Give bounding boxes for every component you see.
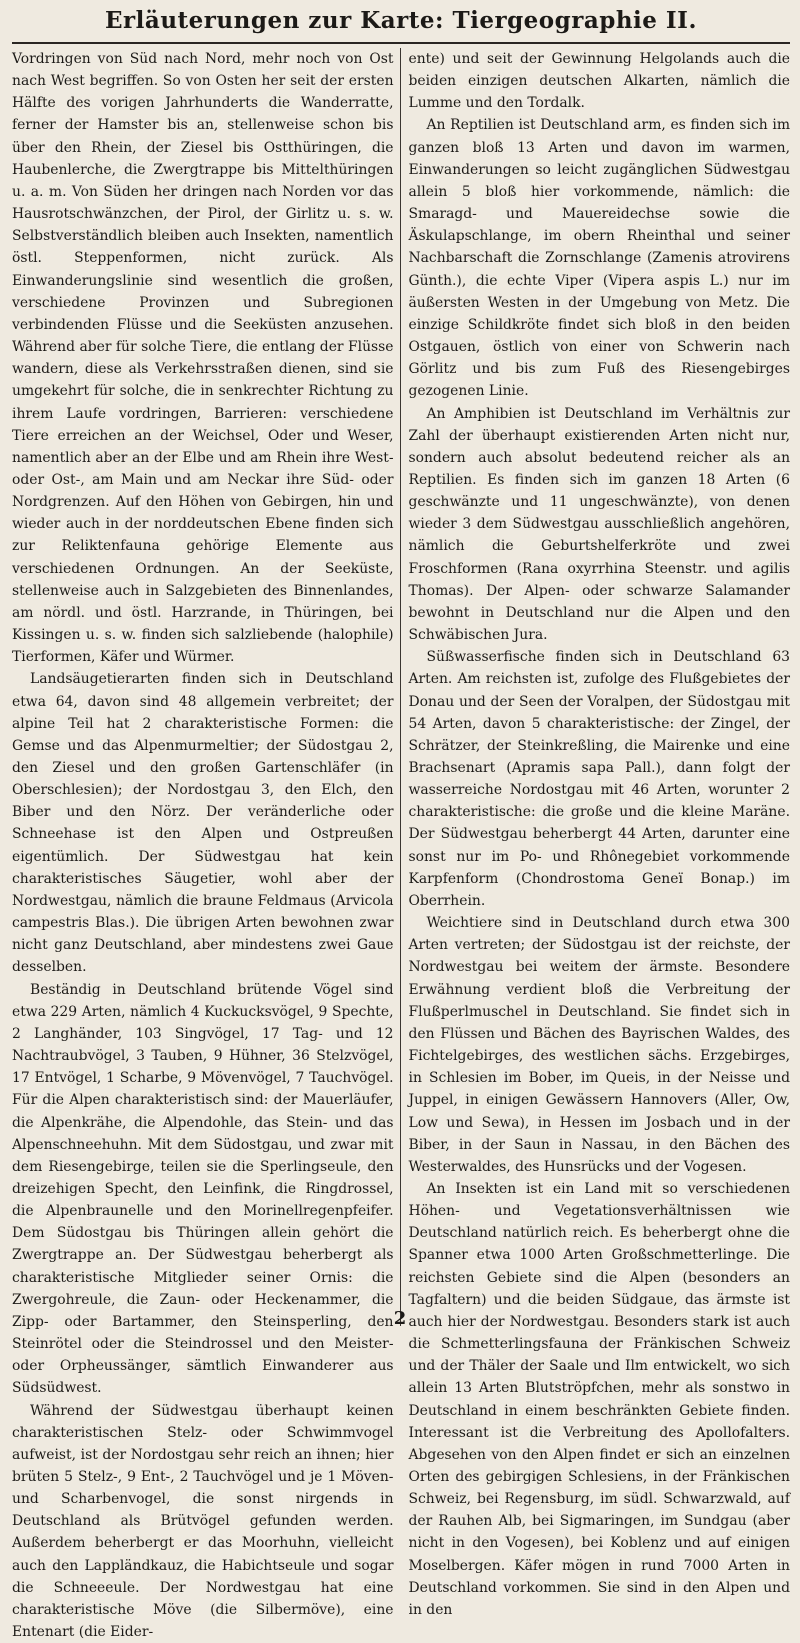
paragraph-right-2: An Reptilien ist Deutschland arm, es finden sich im ganzen bloß 13 Arten und davon im warmen, Einwanderungen so leicht zugänglichen Südwestgau allein 5 bloß hier vorkommende, nämlich: die Smaragd- und Mauereidechse sowie die Äskulapschlange, im obern Rheinthal und seiner Nachbarschaft die Zornschlange (Zamenis atrovirens Günth.), die echte Viper (Vipera aspis L.) nur im äußersten Westen in der Umgebung von Metz. Die einzige Schildkröte findet sich bloß in den beiden Ostgauen, östlich von einer von Schwerin nach Görlitz und bis zum Fuß des Riesengebirges gezogenen Linie. xyxy=(408,117,791,400)
page-number: 2 xyxy=(393,1308,407,1329)
paragraph-right-1: ente) und seit der Gewinnung Helgolands auch die beiden einzigen deutschen Alkarten, nämlich die Lumme und den Tordalk. xyxy=(408,51,791,112)
page-title: Erläuterungen zur Karte: Tiergeographie II. xyxy=(105,7,697,34)
paragraph-right-4: Süßwasserfische finden sich in Deutschland 63 Arten. Am reichsten ist, zufolge des Flußgebietes der Donau und der Seen der Voralpen, der Südostgau mit 54 Arten, davon 5 charakteristische: der Zingel, der Schrätzer, der Steinkreßling, die Mairenke und eine Brachsenart (Apramis sapa Pall.), dann folgt der wasserreiche Nordostgau mit 46 Arten, worunter 2 charakteristische: die große und die kleine Maräne. Der Südwestgau beherbergt 44 Arten, darunter eine sonst nur im Po- und Rhônegebiet vorkommende Karpfenform (Chondrostoma Geneï Bonap.) im Oberrhein. xyxy=(408,649,791,909)
paragraph-left-1: Vordringen von Süd nach Nord, mehr noch von Ost nach West begriffen. So von Osten her seit der ersten Hälfte des vorigen Jahrhunderts die Wanderratte, ferner der Hamster bis an, stellenweise schon bis über den Rhein, der Ziesel bis Ostthüringen, die Haubenlerche, die Zwergtrappe bis Mittelthüringen u. a. m. Von Süden her dringen nach Norden vor das Hausrotschwänzchen, der Pirol, der Girlitz u. s. w. Selbstverständlich bleiben auch Insekten, namentlich östl. Steppenformen, nicht zurück. Als Einwanderungslinie sind wesentlich die großen, verschiedene Provinzen und Subregionen verbindenden Flüsse und die Seeküsten anzusehen. Während aber für solche Tiere, die entlang der Flüsse wandern, diese als Verkehrsstraßen dienen, sind sie umgekehrt für solche, die in senkrechter Richtung zu ihrem Laufe vordringen, Barrieren: verschiedene Tiere erreichen an der Weichsel, Oder und Weser, namentlich aber an der Elbe und am Rhein ihre West- oder Ost-, am Main und am Neckar ihre Süd- oder Nordgrenzen. Auf den Höhen von Gebirgen, hin und wieder auch in der norddeutschen Ebene finden sich zur Reliktenfauna gehörige Elemente aus verschiedenen Ordnungen. An der Seeküste, stellenweise auch in Salzgebieten des Binnenlandes, am nördl. und östl. Harzrande, in Thüringen, bei Kissingen u. s. w. finden sich salzliebende (halophile) Tierformen, Käfer und Würmer. xyxy=(12,51,394,666)
paragraph-right-6: An Insekten ist ein Land mit so verschiedenen Höhen- und Vegetationsverhältnissen wie Deutschland natürlich reich. Es beherbergt ohne die Spanner etwa 1000 Arten Großschmetterlinge. Die reichsten Gebiete sind die Alpen (besonders an Tagfaltern) und die beiden Südgaue, das ärmste ist auch hier der Nordwestgau. Besonders stark ist auch die Schmetterlingsfauna der Fränkischen Schweiz und der Thäler der Saale und Ilm entwickelt, wo sich allein 13 Arten Blutströpfchen, mehr als sonstwo in Deutschland in einem beschränkten Gebiete finden. Interessant ist die Verbreitung des Apollofalters. Abgesehen von den Alpen findet er sich an einzelnen Orten des gebirgigen Schlesiens, in der Fränkischen Schweiz, bei Regensburg, im südl. Schwarzwald, auf der Rauhen Alb, bei Sigmaringen, im Sundgau (aber nicht in den Vogesen), bei Koblenz und auf einigen Moselbergen. Käfer mögen in rund 7000 Arten in Deutschland vorkommen. Sie sind in den Alpen und in den xyxy=(408,1180,791,1618)
paragraph-right-3: An Amphibien ist Deutschland im Verhältnis zur Zahl der überhaupt existierenden Arten nicht nur, sondern auch absolut bedeutend reicher als an Reptilien. Es finden sich im ganzen 18 Arten (6 geschwänzte und 11 ungeschwänzte), von denen wieder 3 dem Südwestgau ausschließlich angehören, nämlich die Geburtshelferkröte und zwei Froschformen (Rana oxyrrhina Steenstr. und agilis Thomas). Der Alpen- oder schwarze Salamander bewohnt in Deutschland nur die Alpen und den Schwäbischen Jura. xyxy=(408,405,791,644)
paragraph-right-5: Weichtiere sind in Deutschland durch etwa 300 Arten vertreten; der Südostgau ist der reichste, der Nordwestgau bei weitem der ärmste. Besondere Erwähnung verdient bloß die Verbreitung der Flußperlmuschel in Deutschland. Sie findet sich in den Flüssen und Bächen des Bayrischen Waldes, des Fichtelgebirges, des westlichen sächs. Erzgebirges, in Schlesien im Bober, im Queis, in der Neisse und Juppel, in einigen Gewässern Hannovers (Aller, Ow, Low und Sewa), in Hessen im Josbach und in der Biber, in der Saun in Nassau, in den Bächen des Westerwaldes, des Hunsrücks und der Vogesen. xyxy=(408,915,791,1175)
paragraph-left-3: Beständig in Deutschland brütende Vögel sind etwa 229 Arten, nämlich 4 Kuckucksvögel, 9 Spechte, 2 Langhänder, 103 Singvögel, 17 Tag- und 12 Nachtraubvögel, 3 Tauben, 9 Hühner, 36 Stelzvögel, 17 Entvögel, 1 Scharbe, 9 Mövenvögel, 7 Tauchvögel. Für die Alpen charakteristisch sind: der Mauerläufer, die Alpenkrähe, die Alpendohle, das Stein- und das Alpenschneehuhn. Mit dem Südostgau, und zwar mit dem Riesengebirge, teilen sie die Sperlingseule, den dreizehigen Specht, den Leinfink, die Ringdrossel, die Alpenbraunelle und den Morinellregenpfeifer. Dem Südostgau bis Thüringen allein gehört die Zwergtrappe an. Der Südwestgau beherbergt als charakteristische Mitglieder seiner Ornis: die Zwergohreule, die Zaun- oder Heckenammer, die Zipp- oder Bartammer, den Steinsperling, den Steinrötel oder die Steindrossel und den Meister- oder Orpheussänger, sämtlich Einwanderer aus Südsüdwest. xyxy=(12,981,394,1397)
paragraph-left-4: Während der Südwestgau überhaupt keinen charakteristischen Stelz- oder Schwimmvogel aufweist, ist der Nordostgau sehr reich an ihnen; hier brüten 5 Stelz-, 9 Ent-, 2 Tauchvögel und je 1 Möven- und Scharbenvogel, die sonst nirgends in Deutschland als Brütvögel gefunden werden. Außerdem beherbergt er das Moorhuhn, vielleicht auch den Lappländkauz, die Habichtseule und sogar die Schneeeule. Der Nordwestgau hat eine charakteristische Möve (die Silbermöve), eine Entenart (die Eider- xyxy=(12,1402,394,1641)
text-columns xyxy=(12,48,791,1641)
title-rule xyxy=(12,42,790,44)
paragraph-left-2: Landsäugetierarten finden sich in Deutschland etwa 64, davon sind 48 allgemein verbreitet; der alpine Teil hat 2 charakteristische Formen: die Gemse und das Alpenmurmeltier; der Südostgau 2, den Ziesel und den großen Gartenschläfer (in Oberschlesien); der Nordostgau 3, den Elch, den Biber und den Nörz. Der veränderliche oder Schneehase ist den Alpen und Ostpreußen eigentümlich. Der Südwestgau hat kein charakteristisches Säugetier, wohl aber der Nordwestgau, nämlich die braune Feldmaus (Arvicola campestris Blas.). Die übrigen Arten bewohnen zwar nicht ganz Deutschland, aber mindestens zwei Gaue desselben. xyxy=(12,671,394,976)
left-column xyxy=(12,48,400,1641)
right-column xyxy=(401,48,791,1618)
